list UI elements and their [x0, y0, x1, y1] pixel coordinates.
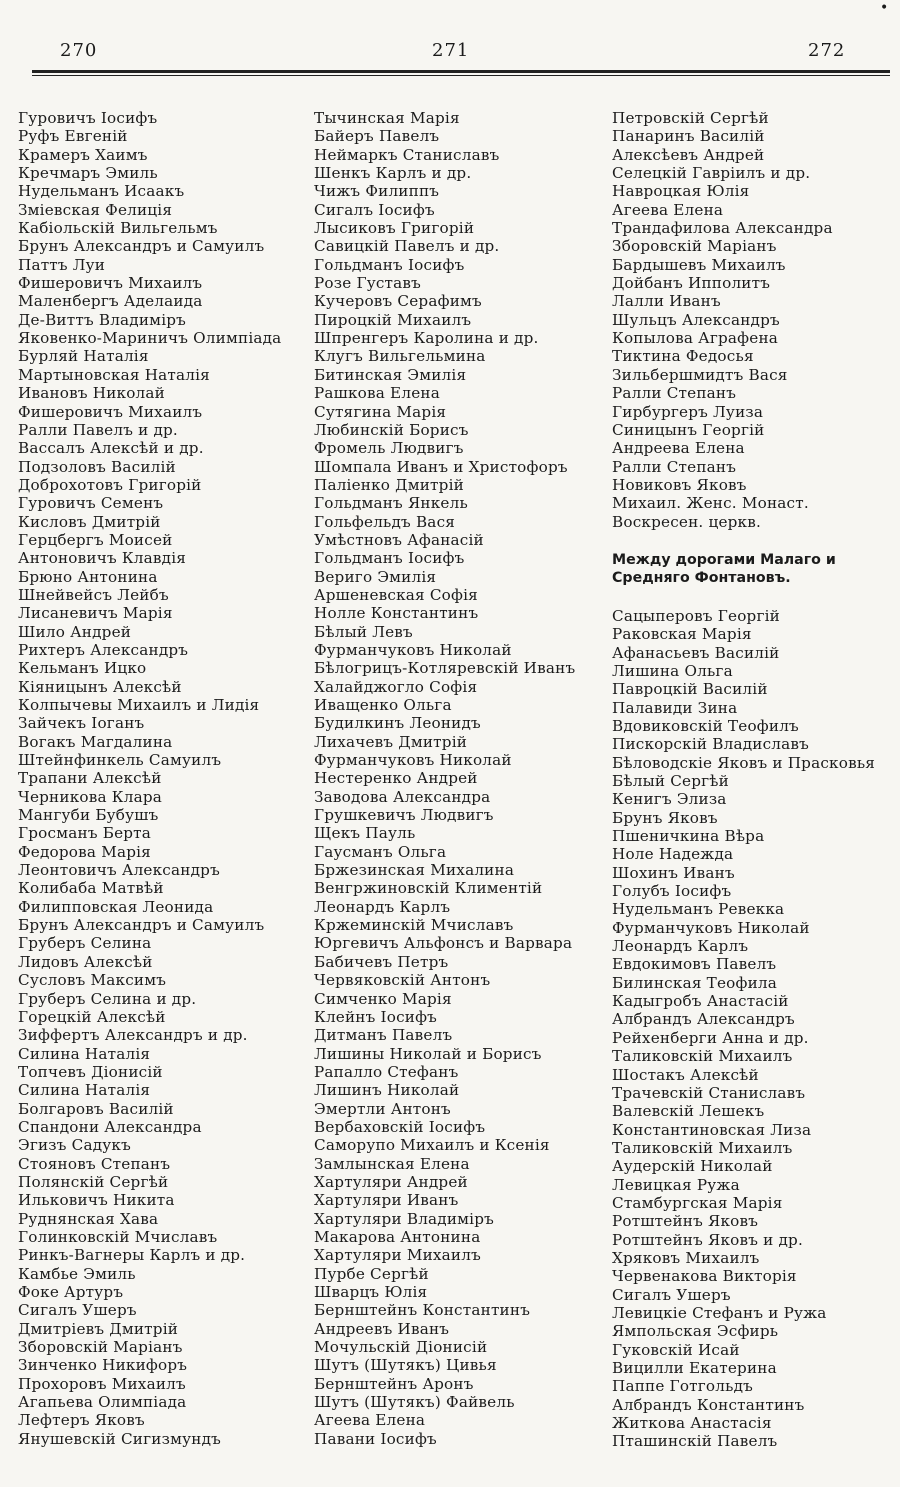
list-item: Подзоловъ Василій: [18, 457, 176, 476]
list-item: Алексѣевъ Андрей: [612, 145, 765, 164]
list-item: Трандафилова Александра: [612, 219, 833, 238]
list-item: Болгаровъ Василій: [18, 1099, 174, 1118]
list-item: Дитманъ Павелъ: [314, 1026, 453, 1045]
list-item: Палавиди Зина: [612, 698, 738, 717]
list-item: Фурманчуковъ Николай: [612, 918, 810, 937]
list-item: Вогакъ Магдалина: [18, 732, 173, 751]
list-item: Полянскій Сергѣй: [18, 1172, 169, 1191]
list-item: Андреевъ Иванъ: [314, 1319, 450, 1338]
list-item: Гольфельдъ Вася: [314, 512, 456, 531]
list-item: Щекъ Пауль: [314, 824, 416, 843]
list-item: Брунъ Яковъ: [612, 808, 718, 827]
list-item: Лидовъ Алексѣй: [18, 952, 153, 971]
list-item: Пурбе Сергѣй: [314, 1264, 429, 1283]
header-rule-thick: [32, 70, 890, 73]
list-item: Юргевичъ Альфонсъ и Варвара: [314, 934, 573, 953]
list-item: Лишина Ольга: [612, 661, 733, 680]
list-item: Хартуляри Андрей: [314, 1172, 468, 1191]
list-item: Ралли Павелъ и др.: [18, 420, 178, 439]
list-item: Червяковскій Антонъ: [314, 971, 491, 990]
list-item: Нудельманъ Ревекка: [612, 900, 785, 919]
list-item: Ралли Степанъ: [612, 384, 737, 403]
list-item: Леонардъ Карлъ: [612, 937, 749, 956]
list-item: Албрандъ Александръ: [612, 1010, 795, 1029]
list-item: Михаил. Женс. Монаст.: [612, 494, 809, 513]
list-item: Зильбершмидтъ Вася: [612, 365, 788, 384]
list-item: Вдовиковскій Теофилъ: [612, 716, 799, 735]
list-item: Дмитріевъ Дмитрій: [18, 1319, 179, 1338]
list-item: Панаринъ Василій: [612, 127, 765, 146]
list-item: Рейхенберги Анна и др.: [612, 1028, 809, 1047]
list-item: Житкова Анастасія: [612, 1414, 772, 1433]
list-item: Кречмаръ Эмиль: [18, 164, 158, 183]
name-column-3: [612, 109, 900, 1451]
list-item: Селецкій Гавріилъ и др.: [612, 164, 811, 183]
list-item: Албрандъ Константинъ: [612, 1395, 805, 1414]
list-item: Зиффертъ Александръ и др.: [18, 1026, 248, 1045]
list-item: Бѣловодскіе Яковъ и Прасковья: [612, 753, 876, 772]
list-item: Шенкъ Карлъ и др.: [314, 164, 472, 183]
list-item: Кадыгробъ Анастасій: [612, 992, 789, 1011]
list-item: Пискорскій Владиславъ: [612, 735, 809, 754]
list-item: Гирбургеръ Луиза: [612, 402, 764, 421]
list-item: Кенигъ Элиза: [612, 790, 727, 809]
list-item: Мангуби Бубушъ: [18, 806, 159, 825]
list-item: Паліенко Дмитрій: [314, 475, 464, 494]
list-item: Маленбергъ Аделаида: [18, 292, 203, 311]
list-item: Гольдманъ Іосифъ: [314, 255, 465, 274]
list-item: Антоновичъ Клавдія: [18, 549, 187, 568]
list-item: Бѣлый Левъ: [314, 622, 413, 641]
list-item: Вицилли Екатерина: [612, 1359, 777, 1377]
list-item: Дойбанъ Ипполитъ: [612, 274, 771, 293]
list-item: Павани Іосифъ: [314, 1429, 437, 1448]
list-item: Янушевскій Сигизмундъ: [18, 1429, 221, 1448]
list-item: Ивановъ Николай: [18, 384, 165, 403]
list-item: Бурляй Наталія: [18, 347, 149, 366]
list-item: Фурманчуковъ Николай: [314, 640, 512, 659]
list-item: Сигалъ Ушеръ: [612, 1285, 731, 1304]
list-item: Стамбургская Марія: [612, 1193, 783, 1212]
list-item: Сацыперовъ Георгій: [612, 606, 780, 625]
list-item: Груберъ Селина: [18, 934, 152, 953]
list-item: Бабичевъ Петръ: [314, 952, 449, 971]
list-item: Павроцкій Василій: [612, 680, 768, 699]
list-item: Гуровичъ Семенъ: [18, 494, 164, 513]
list-item: Брунъ Александръ и Самуилъ: [18, 237, 265, 256]
list-item: Филипповская Леонида: [18, 897, 214, 916]
list-item: Гросманъ Берта: [18, 824, 152, 843]
list-item: Будилкинъ Леонидъ: [314, 714, 481, 733]
list-item: Гольдманъ Янкель: [314, 494, 468, 513]
list-item: Ноле Надежда: [612, 845, 734, 864]
section-heading: Между дорогами Малаго и Средняго Фонтановъ.: [612, 551, 836, 586]
list-item: Груберъ Селина и др.: [18, 989, 197, 1008]
list-item: Замлынская Елена: [314, 1154, 470, 1173]
list-item: Агеева Елена: [612, 200, 724, 219]
list-item: Зборовскій Маріанъ: [612, 237, 777, 256]
list-item: Руфъ Евгеній: [18, 127, 128, 146]
list-item: Таликовскій Михаилъ: [612, 1047, 793, 1066]
list-item: Андреева Елена: [612, 439, 745, 458]
list-item: Вериго Эмилія: [314, 567, 437, 586]
list-item: Сигалъ Іосифъ: [314, 200, 435, 219]
list-item: Лихачевъ Дмитрій: [314, 732, 468, 751]
list-item: Паттъ Луи: [18, 255, 106, 274]
list-item: Мартыновская Наталія: [18, 365, 210, 384]
list-item: Фишеровичъ Михаилъ: [18, 402, 203, 421]
list-item: Тычинская Марія: [314, 109, 460, 127]
list-item: Шульцъ Александръ: [612, 310, 780, 329]
list-item: Бернштейнъ Аронъ: [314, 1374, 474, 1393]
list-item: Лефтеръ Яковъ: [18, 1411, 145, 1430]
list-item: Кржеминскій Мчиславъ: [314, 916, 514, 935]
list-item: Леонардъ Карлъ: [314, 897, 451, 916]
list-item: Шутъ (Шутякъ) Файвель: [314, 1393, 515, 1412]
list-item: Федорова Марія: [18, 842, 151, 861]
list-item: Левицкая Ружа: [612, 1175, 740, 1194]
list-item: Камбье Эмиль: [18, 1264, 136, 1283]
list-item: Иващенко Ольга: [314, 696, 452, 714]
list-item: Петровскій Сергѣй: [612, 109, 769, 127]
list-item: Ноллe Константинъ: [314, 604, 479, 623]
list-item: Шнейвейсъ Лейбъ: [18, 585, 169, 604]
list-item: Силина Наталія: [18, 1081, 151, 1100]
list-item: Ямпольская Эсфирь: [612, 1322, 779, 1341]
list-item: Гаусманъ Ольга: [314, 842, 447, 861]
page-number-right: 272: [808, 40, 846, 61]
list-item: Аршеневская Софія: [314, 585, 478, 604]
list-item: Хряковъ Михаилъ: [612, 1248, 760, 1267]
list-item: Зміевская Фелиція: [18, 200, 173, 219]
list-item: Сутягина Марія: [314, 402, 447, 421]
list-item: Хартуляри Михаилъ: [314, 1246, 481, 1265]
list-item: Битинская Эмилія: [314, 365, 467, 384]
list-item: Руднянская Хава: [18, 1209, 159, 1228]
list-item: Пироцкій Михаилъ: [314, 310, 472, 329]
list-item: Чижъ Филиппъ: [314, 182, 440, 201]
list-item: Таликовскій Михаилъ: [612, 1138, 793, 1157]
list-item: Шило Андрей: [18, 622, 132, 641]
list-item: Ралли Степанъ: [612, 457, 737, 476]
list-item: Шутъ (Шутякъ) Цивья: [314, 1356, 497, 1375]
list-item: Колибаба Матвѣй: [18, 879, 164, 898]
list-item: Горецкій Алексѣй: [18, 1007, 166, 1026]
list-item: Мочульскій Діонисій: [314, 1338, 488, 1357]
list-item: Грушкевичъ Людвигъ: [314, 806, 494, 825]
list-item: Брунъ Александръ и Самуилъ: [18, 916, 265, 935]
list-item: Яковенко-Мариничъ Олимпіада: [18, 329, 282, 348]
list-item: Раковская Марія: [612, 625, 752, 644]
list-item: Агапьева Олимпіада: [18, 1393, 187, 1412]
list-item: Кабіольскій Вильгельмъ: [18, 219, 218, 238]
list-item: Бржезинская Михалина: [314, 861, 515, 880]
list-item: Лишины Николай и Борисъ: [314, 1044, 542, 1063]
list-item: Вербаховскій Іосифъ: [314, 1117, 486, 1136]
list-item: Бѣлогрицъ-Котляревскій Иванъ: [314, 659, 576, 678]
list-item: Агеева Елена: [314, 1411, 426, 1430]
name-column-1: [18, 109, 300, 1448]
list-item: Гольдманъ Іосифъ: [314, 549, 465, 568]
list-item: Новиковъ Яковъ: [612, 475, 747, 494]
list-item: Лишинъ Николай: [314, 1081, 460, 1100]
list-item: Сусловъ Максимъ: [18, 971, 167, 990]
list-item: Эгизъ Садукъ: [18, 1136, 131, 1155]
list-item: Лалли Иванъ: [612, 292, 721, 311]
list-item: Симченко Марія: [314, 989, 452, 1008]
list-item: Зайчекъ Іоганъ: [18, 714, 145, 733]
list-item: Пшеничкина Вѣра: [612, 827, 765, 846]
list-item: Ротштейнъ Яковъ: [612, 1212, 759, 1231]
list-item: Ильковичъ Никита: [18, 1191, 175, 1210]
name-column-2: [314, 109, 604, 1448]
list-item: Шварцъ Юлія: [314, 1283, 428, 1301]
list-item: Штейнфинкель Самуилъ: [18, 751, 222, 770]
page-number-left: 270: [60, 40, 98, 61]
list-item: Трачевскій Станиславъ: [612, 1083, 806, 1102]
list-item: Афанасьевъ Василій: [612, 643, 780, 662]
list-item: Бернштейнъ Константинъ: [314, 1301, 531, 1320]
list-item: Бардышевъ Михаилъ: [612, 255, 786, 274]
list-item: Пташинскій Павелъ: [612, 1432, 778, 1451]
list-item: Нудельманъ Исаакъ: [18, 182, 185, 201]
list-item: Черникова Клара: [18, 787, 162, 806]
list-item: Ринкъ-Вагнеры Карлъ и др.: [18, 1246, 246, 1265]
list-item: Эмертли Антонъ: [314, 1099, 451, 1118]
list-item: Голинковскій Мчиславъ: [18, 1227, 218, 1246]
list-item: Байеръ Павелъ: [314, 127, 440, 146]
list-item: Колпычевы Михаилъ и Лидія: [18, 696, 260, 714]
list-item: Евдокимовъ Павелъ: [612, 955, 777, 974]
list-item: Топчевъ Діонисій: [18, 1062, 163, 1081]
list-item: Кельманъ Ицко: [18, 659, 147, 678]
list-item: Шостакъ Алексѣй: [612, 1065, 759, 1084]
column-3-bottom-list: [612, 607, 900, 1451]
list-item: Заводова Александра: [314, 787, 491, 806]
list-item: Спандони Александра: [18, 1117, 202, 1136]
list-item: Лысиковъ Григорій: [314, 219, 475, 238]
list-item: Крамеръ Хаимъ: [18, 145, 148, 164]
list-item: Прохоровъ Михаилъ: [18, 1374, 186, 1393]
list-item: Халайджогло Софія: [314, 677, 478, 696]
list-item: Шохинъ Иванъ: [612, 863, 735, 882]
list-item: Гуровичъ Іосифъ: [18, 109, 158, 127]
corner-mark: •: [880, 0, 889, 16]
list-item: Шпренгеръ Каролина и др.: [314, 329, 539, 348]
page-number-header: [0, 40, 900, 64]
list-item: Трапани Алексѣй: [18, 769, 162, 788]
list-item: Аудерскій Николай: [612, 1157, 773, 1176]
list-item: Любинскій Борисъ: [314, 420, 469, 439]
list-item: Герцбергъ Моисей: [18, 530, 173, 549]
list-item: Рихтеръ Александръ: [18, 640, 189, 659]
list-item: Голубъ Іосифъ: [612, 882, 732, 901]
list-item: Стояновъ Степанъ: [18, 1154, 171, 1173]
list-item: Сигалъ Ушеръ: [18, 1301, 137, 1320]
list-item: Кисловъ Дмитрій: [18, 512, 161, 531]
list-item: Венгржиновскій Климентій: [314, 879, 543, 898]
list-item: Червенакова Викторія: [612, 1267, 797, 1286]
list-item: Ротштейнъ Яковъ и др.: [612, 1230, 804, 1249]
list-item: Силина Наталія: [18, 1044, 151, 1063]
list-item: Фурманчуковъ Николай: [314, 751, 512, 770]
list-item: Тиктина Федосья: [612, 347, 754, 366]
list-item: Розе Густавъ: [314, 274, 422, 293]
list-item: Рашкова Елена: [314, 384, 440, 403]
list-item: Леонтовичъ Александръ: [18, 861, 220, 880]
list-item: Вассалъ Алексѣй и др.: [18, 439, 204, 458]
list-item: Фишеровичъ Михаилъ: [18, 274, 203, 293]
list-item: Доброхотовъ Григорій: [18, 475, 202, 494]
list-item: Шомпала Иванъ и Христофоръ: [314, 457, 568, 476]
list-item: Копылова Аграфена: [612, 329, 779, 348]
list-item: Саморупо Михаилъ и Ксенія: [314, 1136, 550, 1155]
list-item: Зборовскій Маріанъ: [18, 1338, 183, 1357]
list-item: Де-Виттъ Владиміръ: [18, 310, 187, 329]
list-item: Кучеровъ Серафимъ: [314, 292, 482, 311]
list-item: Бѣлый Сергѣй: [612, 772, 729, 790]
list-item: Лисаневичъ Марія: [18, 604, 173, 623]
list-item: Хартуляри Владиміръ: [314, 1209, 495, 1228]
list-item: Гуковскій Исай: [612, 1340, 740, 1359]
header-rule-thin: [32, 75, 890, 76]
list-item: Фромель Людвигъ: [314, 439, 464, 458]
list-item: Клугъ Вильгельмина: [314, 347, 486, 366]
list-item: Синицынъ Георгій: [612, 420, 765, 439]
list-item: Константиновская Лиза: [612, 1120, 812, 1139]
list-item: Кіяницынъ Алексѣй: [18, 677, 182, 696]
list-item: Валевскій Лешекъ: [612, 1102, 765, 1121]
list-item: Нестеренко Андрей: [314, 769, 478, 788]
list-item: Билинская Теофила: [612, 973, 778, 992]
list-item: Навроцкая Юлія: [612, 182, 750, 201]
page-number-center: 271: [432, 40, 470, 61]
list-item: Воскресен. церкв.: [612, 512, 762, 531]
list-item: Паппе Готгольдъ: [612, 1377, 753, 1396]
list-item: Фоке Артуръ: [18, 1283, 124, 1301]
list-item: Савицкій Павелъ и др.: [314, 237, 500, 256]
list-item: Умѣстновъ Афанасій: [314, 530, 484, 549]
list-item: Клейнъ Іосифъ: [314, 1007, 438, 1026]
list-item: Неймаркъ Станиславъ: [314, 145, 500, 164]
list-item: Брюно Антонина: [18, 567, 158, 586]
list-item: Рапалло Стефанъ: [314, 1062, 459, 1081]
column-3-top-list: [612, 109, 900, 531]
list-item: Левицкіе Стефанъ и Ружа: [612, 1303, 827, 1322]
list-item: Хартуляри Иванъ: [314, 1191, 459, 1210]
list-item: Макарова Антонина: [314, 1227, 481, 1246]
list-item: Зинченко Никифоръ: [18, 1356, 188, 1375]
